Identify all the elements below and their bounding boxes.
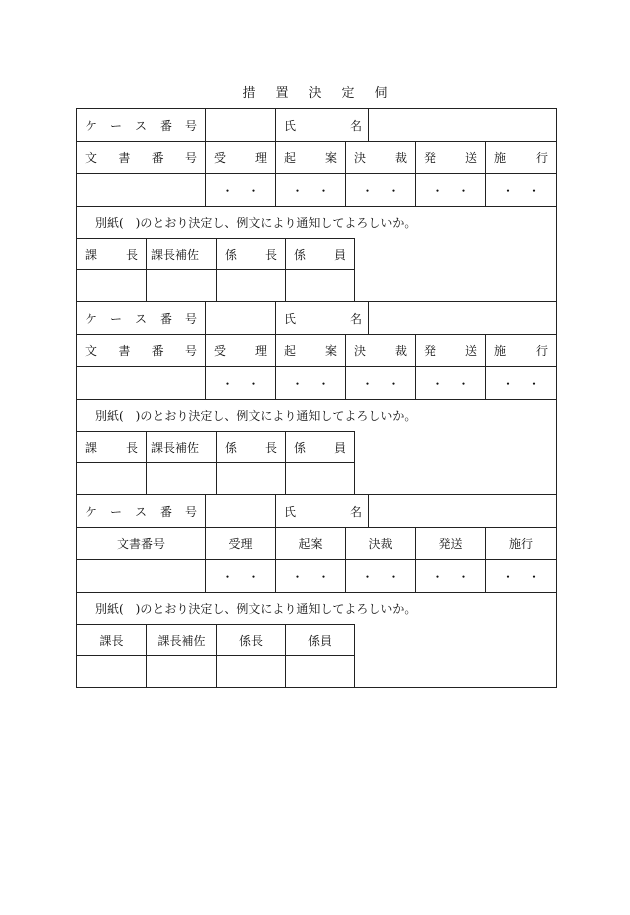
stage-label-approval: 決裁 xyxy=(346,528,416,559)
approver-label-staff: 係 員 xyxy=(286,238,355,269)
decision-note: 別紙( )のとおり決定し、例文により通知してよろしいか。 xyxy=(76,399,557,431)
name-label-a: 氏 xyxy=(284,504,297,519)
doc-number-label: 文 書 番 号 xyxy=(77,142,206,173)
approval-blank-area xyxy=(353,624,557,687)
doc-number-label: 文 書 番 号 xyxy=(77,335,206,366)
stage-label-receipt: 受理 xyxy=(206,528,276,559)
stamp-box-deputy[interactable] xyxy=(147,655,217,687)
date-approval[interactable]: ・・ xyxy=(346,174,416,206)
date-approval[interactable]: ・・ xyxy=(346,560,416,592)
approval-grid xyxy=(76,624,354,687)
doc-number-field[interactable] xyxy=(77,367,206,399)
stage-label-draft: 起案 xyxy=(276,528,346,559)
stage-label-dispatch: 発 送 xyxy=(416,142,486,173)
stage-header-row xyxy=(76,527,557,559)
approver-label-deputy: 課長補佐 xyxy=(147,431,217,462)
date-receipt[interactable]: ・・ xyxy=(206,560,276,592)
stamp-box-deputy[interactable] xyxy=(147,462,217,494)
case-row xyxy=(76,108,557,141)
stamp-box-section[interactable] xyxy=(217,462,286,494)
date-dispatch[interactable]: ・・ xyxy=(416,367,486,399)
stamp-box-section[interactable] xyxy=(217,655,286,687)
date-draft[interactable]: ・・ xyxy=(276,367,346,399)
stage-date-row xyxy=(76,559,557,592)
approver-label-deputy: 課長補佐 xyxy=(147,624,217,655)
approver-label-chief: 課 長 xyxy=(77,431,147,462)
date-dispatch[interactable]: ・・ xyxy=(416,174,486,206)
case-number-label: ケ ー ス 番 号 xyxy=(77,302,206,334)
approval-blank-area xyxy=(353,238,557,301)
stage-header-row xyxy=(76,334,557,366)
stage-label-draft: 起 案 xyxy=(276,142,346,173)
name-label xyxy=(276,109,369,141)
approval-grid xyxy=(76,431,354,494)
name-label-b: 名 xyxy=(349,118,362,133)
name-field[interactable] xyxy=(369,109,556,141)
case-number-field[interactable] xyxy=(206,495,276,527)
form-title: 措置決定伺 xyxy=(242,86,408,101)
name-label xyxy=(276,495,369,527)
stamp-box-deputy[interactable] xyxy=(147,269,217,301)
stamp-box-staff[interactable] xyxy=(286,269,355,301)
stage-header-row xyxy=(76,141,557,173)
date-enforce[interactable]: ・・ xyxy=(501,376,554,391)
name-label-a: 氏 xyxy=(284,311,297,326)
stage-label-receipt: 受 理 xyxy=(206,142,276,173)
form-block-3 xyxy=(76,494,557,687)
stage-date-row xyxy=(76,366,557,399)
stage-label-dispatch: 発送 xyxy=(416,528,486,559)
case-number-label: ケ ー ス 番 号 xyxy=(77,109,206,141)
decision-note: 別紙( )のとおり決定し、例文により通知してよろしいか。 xyxy=(76,592,557,624)
doc-number-field[interactable] xyxy=(77,174,206,206)
date-draft[interactable]: ・・ xyxy=(276,560,346,592)
date-draft[interactable]: ・・ xyxy=(276,174,346,206)
date-approval[interactable]: ・・ xyxy=(346,367,416,399)
form-block-2 xyxy=(76,301,557,494)
stage-label-approval: 決 裁 xyxy=(346,335,416,366)
stage-label-approval: 決 裁 xyxy=(346,142,416,173)
decision-note: 別紙( )のとおり決定し、例文により通知してよろしいか。 xyxy=(76,206,557,238)
stamp-box-chief[interactable] xyxy=(77,462,147,494)
form-bottom-border xyxy=(76,687,557,688)
approval-blank-area xyxy=(353,431,557,494)
date-enforce[interactable]: ・・ xyxy=(501,183,554,198)
approver-label-section: 係長 xyxy=(217,624,286,655)
approver-label-staff: 係員 xyxy=(286,624,355,655)
stage-label-enforce: 施 行 xyxy=(494,344,548,358)
approver-label-staff: 係 員 xyxy=(286,431,355,462)
approval-grid xyxy=(76,238,354,301)
doc-number-field[interactable] xyxy=(77,560,206,592)
stage-date-row xyxy=(76,173,557,206)
approver-label-chief: 課長 xyxy=(77,624,147,655)
approver-label-chief: 課 長 xyxy=(77,238,147,269)
case-row xyxy=(76,494,557,527)
stage-label-receipt: 受 理 xyxy=(206,335,276,366)
stamp-box-chief[interactable] xyxy=(77,269,147,301)
form-block-1 xyxy=(76,108,557,301)
name-label-a: 氏 xyxy=(284,118,297,133)
name-field[interactable] xyxy=(369,302,556,334)
approver-label-deputy: 課長補佐 xyxy=(147,238,217,269)
decision-form xyxy=(76,108,557,687)
approver-label-section: 係 長 xyxy=(217,238,286,269)
case-number-label: ケ ー ス 番 号 xyxy=(77,495,206,527)
stamp-box-staff[interactable] xyxy=(286,462,355,494)
stamp-box-section[interactable] xyxy=(217,269,286,301)
date-receipt[interactable]: ・・ xyxy=(206,367,276,399)
case-row xyxy=(76,301,557,334)
stage-label-enforce: 施行 xyxy=(508,537,533,551)
stage-label-draft: 起 案 xyxy=(276,335,346,366)
stamp-box-chief[interactable] xyxy=(77,655,147,687)
name-label-b: 名 xyxy=(349,311,362,326)
date-enforce[interactable]: ・・ xyxy=(501,569,554,584)
stamp-box-staff[interactable] xyxy=(286,655,355,687)
date-dispatch[interactable]: ・・ xyxy=(416,560,486,592)
name-label-b: 名 xyxy=(349,504,362,519)
name-label xyxy=(276,302,369,334)
stage-label-enforce: 施 行 xyxy=(494,151,548,165)
date-receipt[interactable]: ・・ xyxy=(206,174,276,206)
approver-label-section: 係 長 xyxy=(217,431,286,462)
doc-number-label: 文書番号 xyxy=(77,528,206,559)
case-number-field[interactable] xyxy=(206,302,276,334)
case-number-field[interactable] xyxy=(206,109,276,141)
name-field[interactable] xyxy=(369,495,556,527)
stage-label-dispatch: 発 送 xyxy=(416,335,486,366)
